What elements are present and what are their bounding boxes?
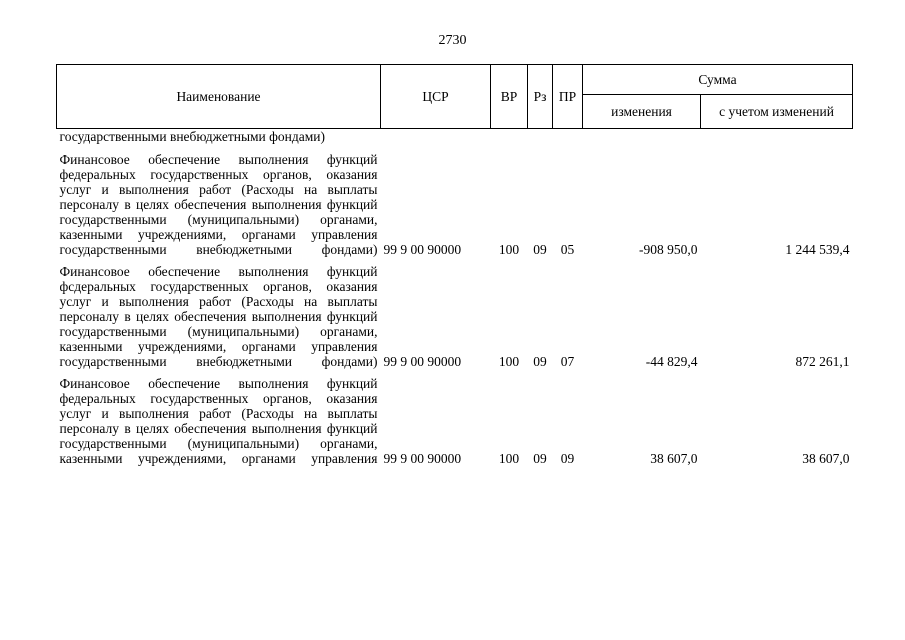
- row-vr: 100: [498, 451, 520, 466]
- header-csr: ЦСР: [381, 65, 491, 129]
- header-with-change: с учетом изменений: [701, 95, 853, 129]
- row-change: -908 950,0: [639, 242, 698, 257]
- header-change: изменения: [583, 95, 701, 129]
- row-change: -44 829,4: [645, 354, 698, 369]
- row-pr: 07: [560, 354, 575, 369]
- row-csr: 99 9 00 90000: [383, 451, 462, 466]
- row-pr: 09: [560, 451, 575, 466]
- row-pr: 05: [560, 242, 575, 257]
- row-vr: 100: [498, 354, 520, 369]
- row-with-change: 1 244 539,4: [785, 242, 850, 257]
- table-row: [57, 376, 853, 466]
- row-csr: 99 9 00 90000: [383, 354, 462, 369]
- header-vr: ВР: [491, 65, 528, 129]
- row-rz: 09: [533, 451, 547, 466]
- budget-table: [56, 64, 853, 466]
- table-header: [57, 65, 853, 129]
- continuation-text: государственными внебюджетными фондами): [59, 129, 326, 144]
- row-name: Финансовое обеспечение выполнения функций федеральных государственных органов, оказания услуг и выполнения работ (Расходы на выплаты персоналу в целях обеспечения выполнения функций государственными (муниципальными) органами, казенными учреждениями, органами управления государственными внебюджетными фондами): [59, 152, 378, 257]
- header-pr: ПР: [553, 65, 583, 129]
- row-rz: 09: [533, 242, 547, 257]
- row-vr: 100: [498, 242, 520, 257]
- table-row-continuation: [57, 129, 853, 146]
- row-with-change: 872 261,1: [795, 354, 850, 369]
- header-sum: Сумма: [583, 65, 853, 95]
- row-name: Финансовое обеспечение выполнения функций фсдеральных государственных органов, оказания услуг и выполнения работ (Расходы на выплаты персоналу в целях обеспечения выполнения функций государственными (муниципальными) органами, казенными учреждениями, органами управления государственными внебюджетными фондами): [59, 264, 378, 369]
- header-name: Наименование: [57, 65, 381, 129]
- row-name: Финансовое обеспечение выполнения функций федеральных государственных органов, оказания услуг и выполнения работ (Расходы на выплаты персоналу в целях обеспечения выполнения функций государственными (муниципальными) органами, казенными учреждениями, органами управления: [59, 376, 378, 466]
- table-body: [57, 129, 853, 467]
- page-number: 2730: [438, 33, 467, 48]
- row-change: 38 607,0: [650, 451, 698, 466]
- row-rz: 09: [533, 354, 547, 369]
- header-rz: Рз: [528, 65, 553, 129]
- row-with-change: 38 607,0: [802, 451, 850, 466]
- row-csr: 99 9 00 90000: [383, 242, 462, 257]
- table-row: [57, 264, 853, 369]
- table-row: [57, 152, 853, 257]
